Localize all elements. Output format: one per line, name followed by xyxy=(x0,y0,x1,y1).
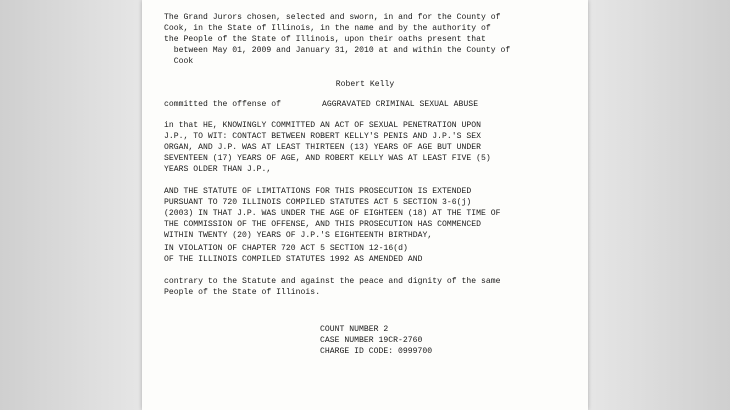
right-backdrop xyxy=(588,0,730,410)
left-backdrop xyxy=(0,0,142,410)
offense-name: AGGRAVATED CRIMINAL SEXUAL ABUSE xyxy=(322,100,479,109)
case-number: CASE NUMBER 19CR-2760 xyxy=(320,336,423,345)
defendant-name: Robert Kelly xyxy=(335,80,395,89)
closing-line: contrary to the Statute and against the peace and dignity of the same xyxy=(164,277,501,286)
charge-id-code: CHARGE ID CODE: 0999700 xyxy=(320,347,433,356)
indictment-document xyxy=(142,0,588,410)
count-number: COUNT NUMBER 2 xyxy=(320,325,389,334)
charge-line: J.P., TO WIT: CONTACT BETWEEN ROBERT KELLY'S PENIS AND J.P.'S SEX xyxy=(164,132,482,141)
intro-line: Cook xyxy=(164,57,194,66)
offense-label: committed the offense of xyxy=(164,100,282,109)
statute-line: THE COMMISSION OF THE OFFENSE, AND THIS PROSECUTION HAS COMMENCED xyxy=(164,220,482,229)
charge-line: SEVENTEEN (17) YEARS OF AGE, AND ROBERT KELLY WAS AT LEAST FIVE (5) xyxy=(164,154,491,163)
statute-line: PURSUANT TO 720 ILLINOIS COMPILED STATUTES ACT 5 SECTION 3-6(j) xyxy=(164,198,472,207)
statute-line: (2003) IN THAT J.P. WAS UNDER THE AGE OF EIGHTEEN (18) AT THE TIME OF xyxy=(164,209,501,218)
statute-line: WITHIN TWENTY (20) YEARS OF J.P.'S EIGHTEENTH BIRTHDAY, xyxy=(164,231,433,240)
intro-line: between May 01, 2009 and January 31, 2010 at and within the County of xyxy=(164,46,511,55)
charge-line: ORGAN, AND J.P. WAS AT LEAST THIRTEEN (13) YEARS OF AGE BUT UNDER xyxy=(164,143,482,152)
violation-line: IN VIOLATION OF CHAPTER 720 ACT 5 SECTION 12-16(d) xyxy=(164,244,408,253)
statute-line: AND THE STATUTE OF LIMITATIONS FOR THIS PROSECUTION IS EXTENDED xyxy=(164,187,472,196)
charge-line: in that HE, KNOWINGLY COMMITTED AN ACT OF SEXUAL PENETRATION UPON xyxy=(164,121,482,130)
violation-line: OF THE ILLINOIS COMPILED STATUTES 1992 AS AMENDED AND xyxy=(164,255,423,264)
intro-line: The Grand Jurors chosen, selected and sworn, in and for the County of xyxy=(164,13,501,22)
intro-line: Cook, in the State of Illinois, in the name and by the authority of xyxy=(164,24,491,33)
closing-line: People of the State of Illinois. xyxy=(164,288,321,297)
intro-line: the People of the State of Illinois, upon their oaths present that xyxy=(164,35,486,44)
charge-line: YEARS OLDER THAN J.P., xyxy=(164,165,272,174)
